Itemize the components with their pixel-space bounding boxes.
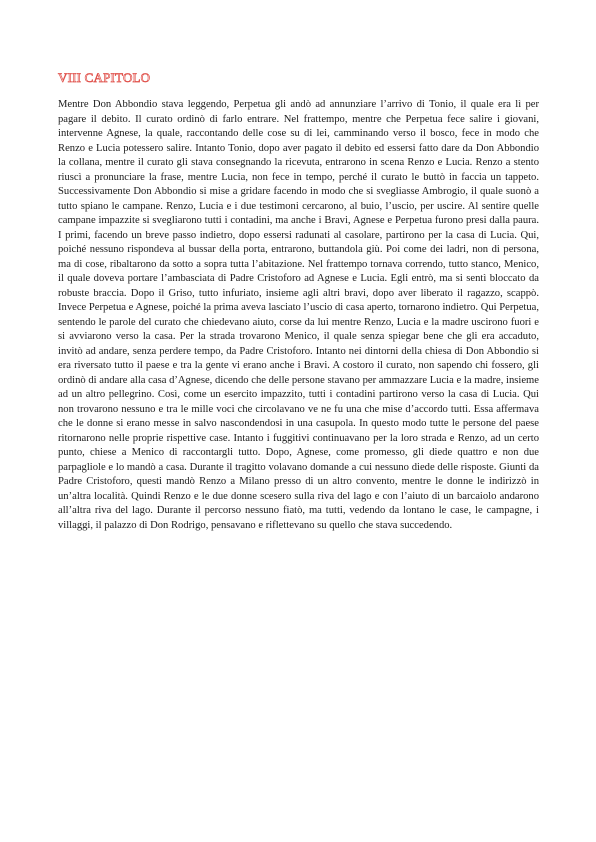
body-paragraph: Mentre Don Abbondio stava leggendo, Perpetua gli andò ad annunziare l’arrivo di Tonio, il quale era lì per pagare il debito. Il curato ordinò di farlo entrare. Nel frattempo, mentre che Perpetua fece salire i giovani, intervenne Agnese, la quale, raccontando delle cose su di lei, camminando verso il bosco, fece in modo che Renzo e Lucia potessero salire. Intanto Tonio, dopo aver pagato il debito ed essersi fatto dare da Don Abbondio la collana, mentre il curato gli stava consegnando la ricevuta, entrarono in scena Renzo e Lucia. Renzo a stento riuscì a pronunciare la frase, mentre Lucia, non fece in tempo, perché il curato le buttò in faccia un tappeto. Successivamente Don Abbondio si mise a gridare facendo in modo che si svegliasse Ambrogio, il quale suonò a tutto spiano le campane. Renzo, Lucia e i due testimoni cercarono, al buio, l’uscio, per uscire. Al sentire quelle campane impazzite si svegliarono tutti i contadini, ma anche i Bravi, Agnese e Perpetua furono presi dalla paura. I primi, facendo un breve passo indietro, dopo essersi radunati al casolare, partirono per la casa di Lucia. Qui, poiché nessuno rispondeva al bussar della porta, entrarono, buttandola giù. Poi come dei ladri, non di persona, ma di cose, ribaltarono da sotto a sopra tutta l’abitazione. Nel frattempo tornava correndo, tutto stanco, Menico, il quale doveva portare l’ambasciata di Padre Cristoforo ad Agnese e Lucia. Egli entrò, ma si sentì bloccato da robuste braccia. Dopo il Griso, tutto infuriato, insieme agli altri bravi, dopo aver liberato il ragazzo, scappò. Invece Perpetua e Agnese, poiché la prima aveva lasciato l’uscio di casa aperto, tornarono indietro. Qui Perpetua, sentendo le parole del curato che chiedevano aiuto, corse da lui mentre Renzo, Lucia e la madre uscirono fuori e si avviarono verso la casa. Per la strada trovarono Menico, il quale senza spiegar bene che gli era accaduto, invitò ad andare, senza perdere tempo, da Padre Cristoforo. Intanto nei dintorni della chiesa di Don Abbondio si era riversato tutto il paese e tra la gente vi erano anche i Bravi. A costoro il curato, non sapendo chi fossero, gli ordinò di andare alla casa d’Agnese, dicendo che delle persone stavano per ammazzare Lucia e la madre, insieme ad un altro pellegrino. Così, come un esercito impazzito, tutti i contadini partirono verso la casa di Lucia. Qui non trovarono nessuno e tra le mille voci che circolavano ve ne fu una che mise d’accordo tutti. Essa affermava che le donne si erano messe in salvo nascondendosi in una casupola. In questo modo tutte le persone del paese ritornarono nelle proprie rispettive case. Intanto i fuggitivi continuavano per la loro strada e Renzo, ad un certo punto, chiese a Menico di raccontargli tutto. Dopo, Agnese, come promesso, gli diede quattro e non due parpagliole e lo mandò a casa. Durante il tragitto volavano domande a cui nessuno diede delle risposte. Giunti da Padre Cristoforo, questi mandò Renzo a Milano presso di un altro convento, mentre le donne le indirizzò in un’altra località. Quindi Renzo e le due donne scesero sulla riva del lago e con l’aiuto di un barcaiolo andarono all’altra riva del lago. Durante il percorso nessuno fiatò, ma tutti, vedendo da lontano le case, le campagne, i villaggi, il palazzo di Don Rodrigo, pensavano e riflettevano su quello che stava succedendo. [58,99,539,531]
chapter-title: VIII CAPITOLO [58,70,151,85]
